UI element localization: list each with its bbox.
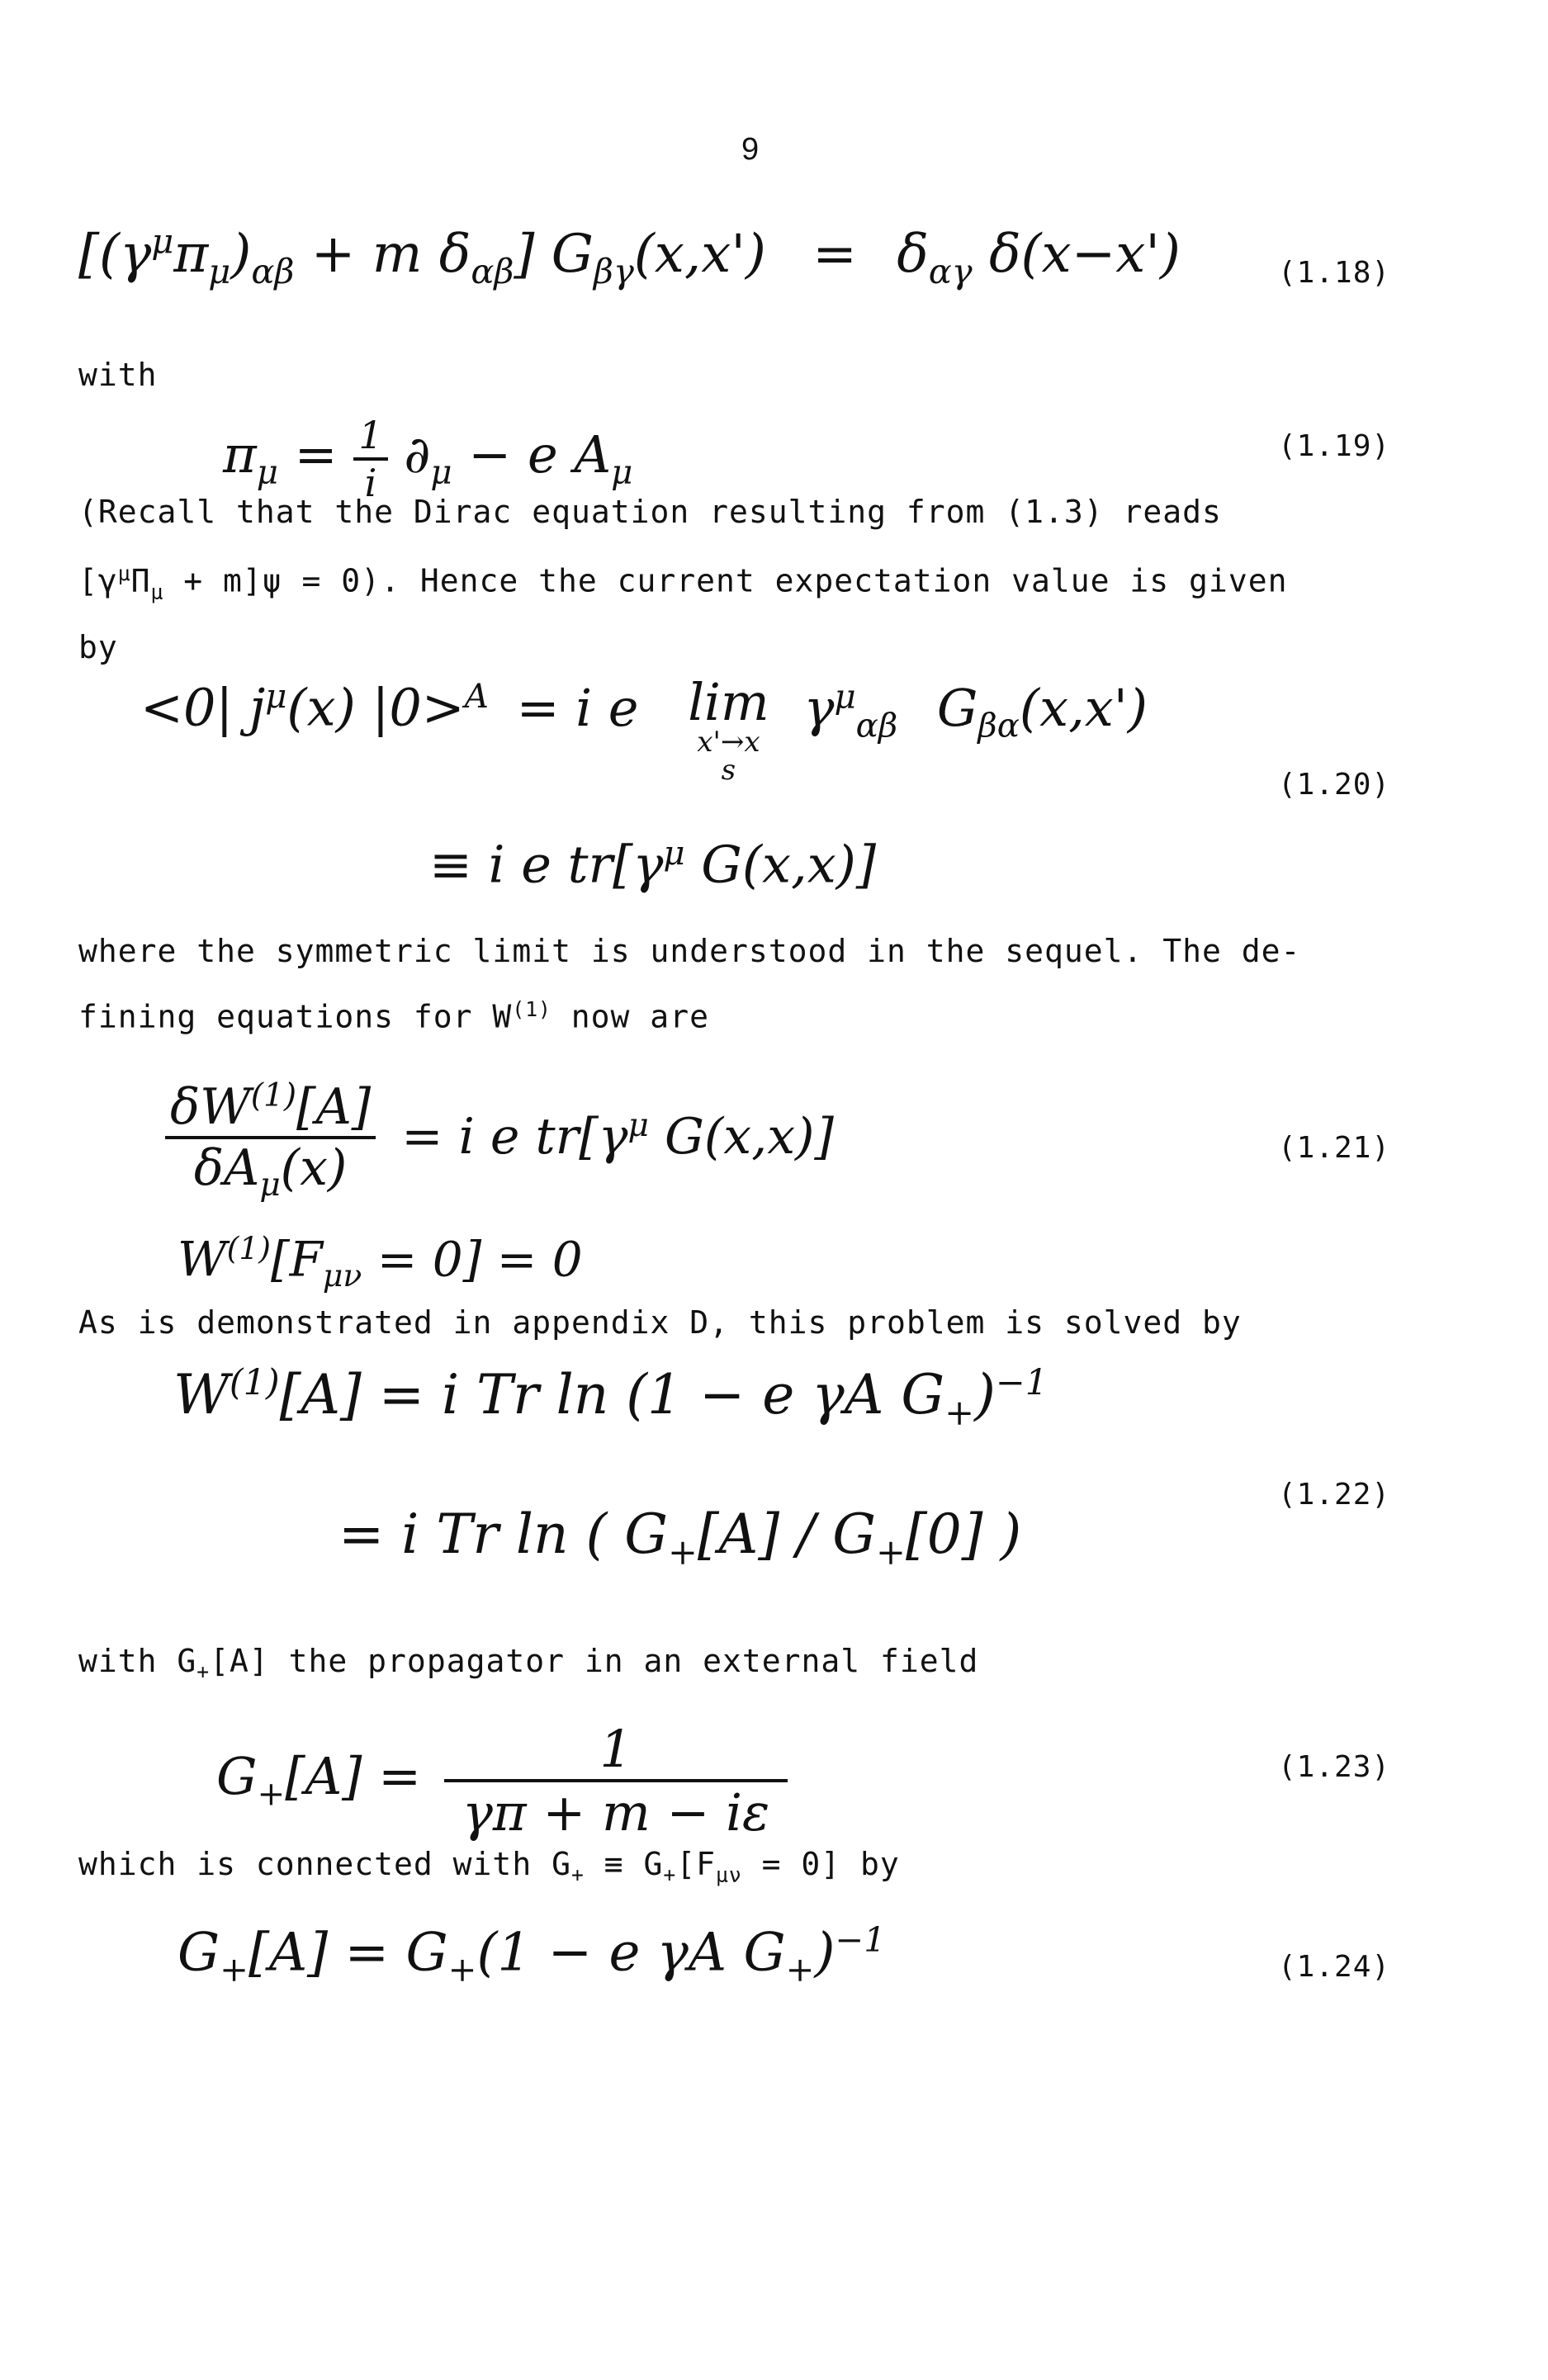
equation-1-20-line2: ≡ i e $tr[\gamma^\mu$ G(x,x)] [429,834,877,895]
equation-1-24: $G_+[A] = G_+(1 - e$ γA $G_+)^{-1}$ [178,1919,886,1990]
equation-1-20-line1: <0| $j^\mu(x) |0>^A = i$ e lim x'→x s $\gamma^\mu_{\alpha\beta}$ $G_{\beta\alpha}(x,x')$ [140,672,1148,788]
equation-number-1-21: (1.21) [1278,1131,1391,1165]
paragraph-connected: which is connected with $G_+ \equiv G_+[F_{\mu\nu} = 0]$ by [78,1846,900,1887]
equation-1-18-rhs: $\delta_{\alpha\gamma}$ δ(x−x') [897,224,1181,292]
equation-number-1-24: (1.24) [1278,1950,1391,1984]
equation-1-23: $G_+[A]$ = $\frac{1}{\gamma\pi + m - i\varepsilon}$ [216,1719,788,1843]
paragraph-recall-line1: (Recall that the Dirac equation resulting from (1.3) reads [78,494,1222,530]
equation-1-22-line2: = i Tr ln ( $G_+[A] / G_+[0]$ ) [338,1502,1022,1574]
equation-1-21-line1: $\frac{\delta W^{(1)}[A]}{\delta A_\mu(x)}$ = i e $tr[\gamma^\mu$ G(x,x)] [165,1077,834,1204]
paragraph-where-line1: where the symmetric limit is understood in the sequel. The de- [78,933,1301,969]
equation-number-1-23: (1.23) [1278,1750,1391,1784]
equation-1-18 [78,221,1181,291]
text-with: with [78,357,158,393]
paragraph-where-line2: fining equations for $W^{(1)}$ now are [78,997,709,1035]
equation-number-1-20: (1.20) [1278,768,1391,802]
equation-1-19: $\pi_\mu$ = $\frac{1}{i}$ $\partial_\mu - e$ $A_\mu$ [223,413,633,505]
equation-1-18-equals: = [812,224,857,286]
equation-number-1-18: (1.18) [1278,256,1391,290]
page-number: 9 [741,132,760,167]
equation-number-1-19: (1.19) [1278,429,1391,463]
paragraph-recall-line2: $[\gamma^\mu\Pi_\mu + m]\psi = 0$). Hence the current expectation value is given [78,561,1288,604]
equation-1-22-line1: $W^{(1)}[A] = i$ Tr ln (1 − e γA $G_+)^{-1}$ [173,1362,1049,1435]
equation-1-21-line2: $W^{(1)}[F_{\mu\nu} = 0] = 0$ [178,1230,583,1294]
paragraph-with-g: with $G_+[A]$ the propagator in an external field [78,1643,979,1684]
equation-1-18-lhs: [$(\gamma^\mu\pi_\mu)_{\alpha\beta} + m$ $\delta_{\alpha\beta}$] $G_{\beta\gamma}(x,x')$ [78,221,766,292]
paragraph-appendix: As is demonstrated in appendix D, this problem is solved by [78,1304,1242,1341]
paragraph-recall-line3: by [78,629,118,665]
equation-number-1-22: (1.22) [1278,1478,1391,1512]
